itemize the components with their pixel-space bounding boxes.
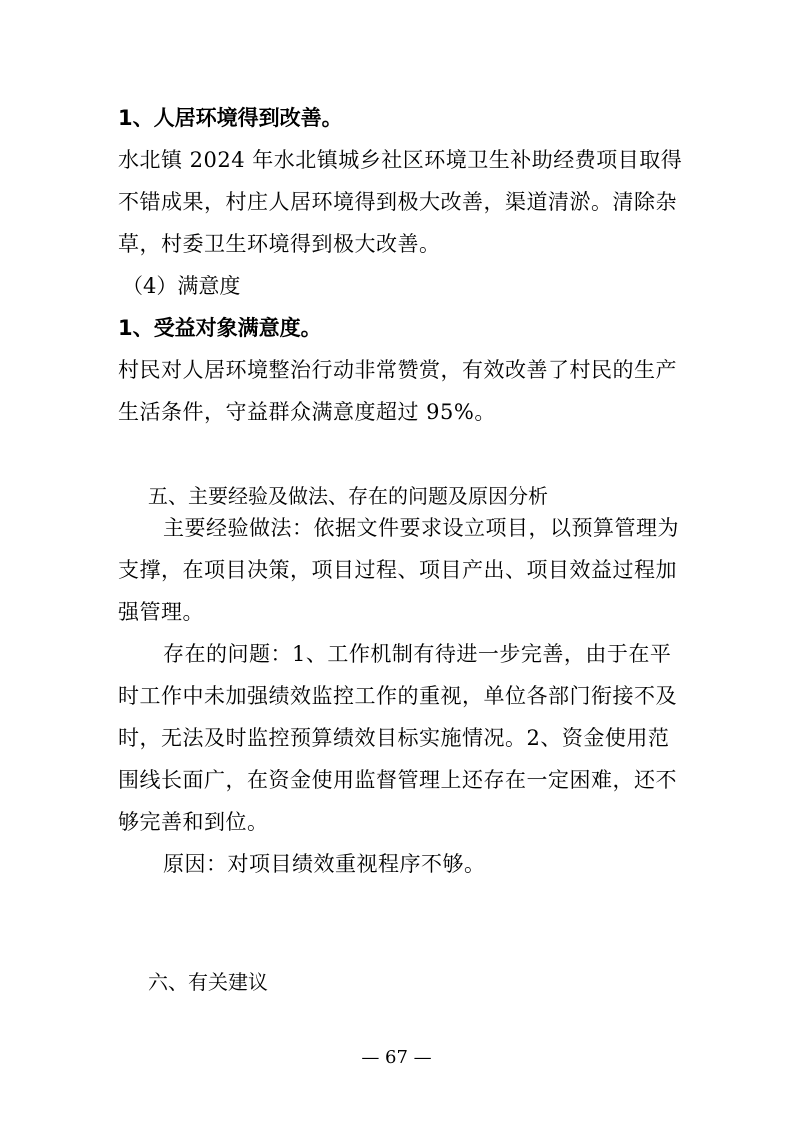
paragraph-line: 时，无法及时监控预算绩效目标实施情况。2、资金使用范 [118, 726, 670, 750]
satisfaction-heading: 1、受益对象满意度。 [118, 316, 322, 340]
paragraph-line: 围线长面广，在资金使用监督管理上还存在一定困难，还不 [118, 768, 677, 792]
section5-heading: 五、主要经验及做法、存在的问题及原因分析 [148, 484, 548, 508]
paragraph-line: 村民对人居环境整治行动非常赞赏，有效改善了村民的生产 [118, 358, 677, 382]
paragraph-line: 支撑，在项目决策，项目过程、项目产出、项目效益过程加 [118, 558, 677, 582]
paragraph-line: 草，村委卫生环境得到极大改善。 [118, 232, 441, 256]
section6-heading: 六、有关建议 [148, 970, 268, 994]
paragraph-line: 主要经验做法：依据文件要求设立项目，以预算管理为 [163, 516, 679, 540]
paragraph-line: 时工作中未加强绩效监控工作的重视，单位各部门衔接不及 [118, 684, 677, 708]
paragraph-line: 不错成果，村庄人居环境得到极大改善，渠道清淤。清除杂 [118, 190, 677, 214]
paragraph-line: 生活条件，守益群众满意度超过 95%。 [118, 400, 496, 424]
satisfaction-label: （4）满意度 [122, 274, 241, 298]
section1-heading: 1、人居环境得到改善。 [118, 106, 343, 130]
paragraph-line: 存在的问题：1、工作机制有待进一步完善，由于在平 [163, 642, 672, 666]
paragraph-line: 强管理。 [118, 600, 204, 624]
page-number: — 67 — [361, 1047, 432, 1068]
reason-line: 原因：对项目绩效重视程序不够。 [163, 852, 486, 876]
paragraph-line: 够完善和到位。 [118, 810, 269, 834]
paragraph-line: 水北镇 2024 年水北镇城乡社区环境卫生补助经费项目取得 [118, 148, 683, 172]
